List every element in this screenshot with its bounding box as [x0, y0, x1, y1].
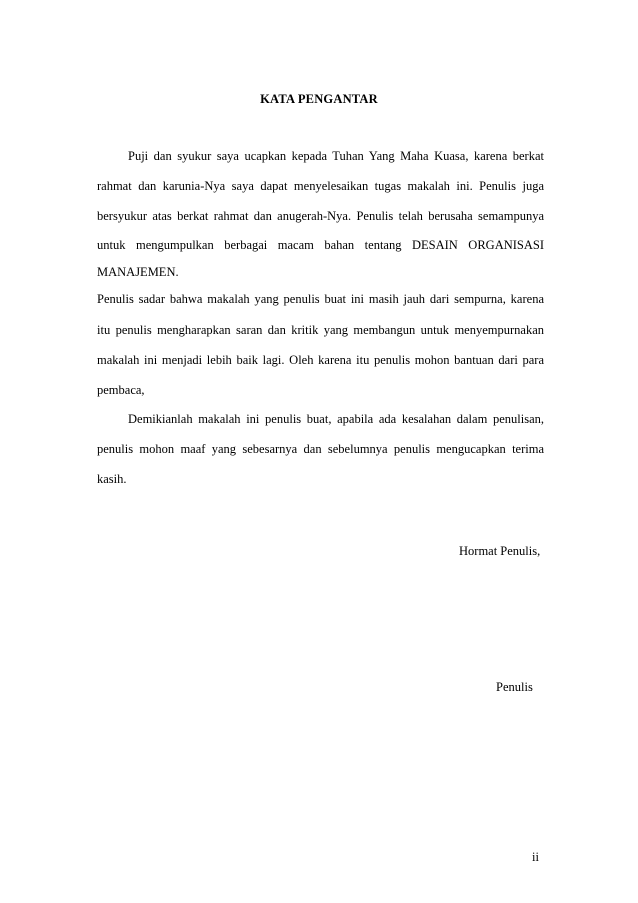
- paragraph-line: untuk mengumpulkan berbagai macam bahan tentang DESAIN ORGANISASI: [97, 238, 544, 252]
- paragraph-line: MANAJEMEN.: [97, 265, 179, 279]
- paragraph-line: rahmat dan karunia-Nya saya dapat menyelesaikan tugas makalah ini. Penulis juga: [97, 179, 544, 193]
- paragraph-line: itu penulis mengharapkan saran dan kritik yang membangun untuk menyempurnakan: [97, 323, 544, 337]
- paragraph-line: pembaca,: [97, 383, 145, 397]
- page-number: ii: [532, 850, 539, 864]
- paragraph-line: bersyukur atas berkat rahmat dan anugerah-Nya. Penulis telah berusaha semampunya: [97, 209, 544, 223]
- signature-name: Penulis: [496, 680, 533, 694]
- paragraph-line: makalah ini menjadi lebih baik lagi. Oleh karena itu penulis mohon bantuan dari para: [97, 353, 544, 367]
- paragraph-line: kasih.: [97, 472, 127, 486]
- paragraph-line: Penulis sadar bahwa makalah yang penulis buat ini masih jauh dari sempurna, karena: [97, 292, 544, 306]
- closing-salutation: Hormat Penulis,: [459, 544, 541, 558]
- paragraph-line: Puji dan syukur saya ucapkan kepada Tuhan Yang Maha Kuasa, karena berkat: [128, 149, 544, 163]
- paragraph-line: Demikianlah makalah ini penulis buat, apabila ada kesalahan dalam penulisan,: [128, 412, 544, 426]
- page-title: KATA PENGANTAR: [260, 92, 378, 106]
- paragraph-line: penulis mohon maaf yang sebesarnya dan sebelumnya penulis mengucapkan terima: [97, 442, 544, 456]
